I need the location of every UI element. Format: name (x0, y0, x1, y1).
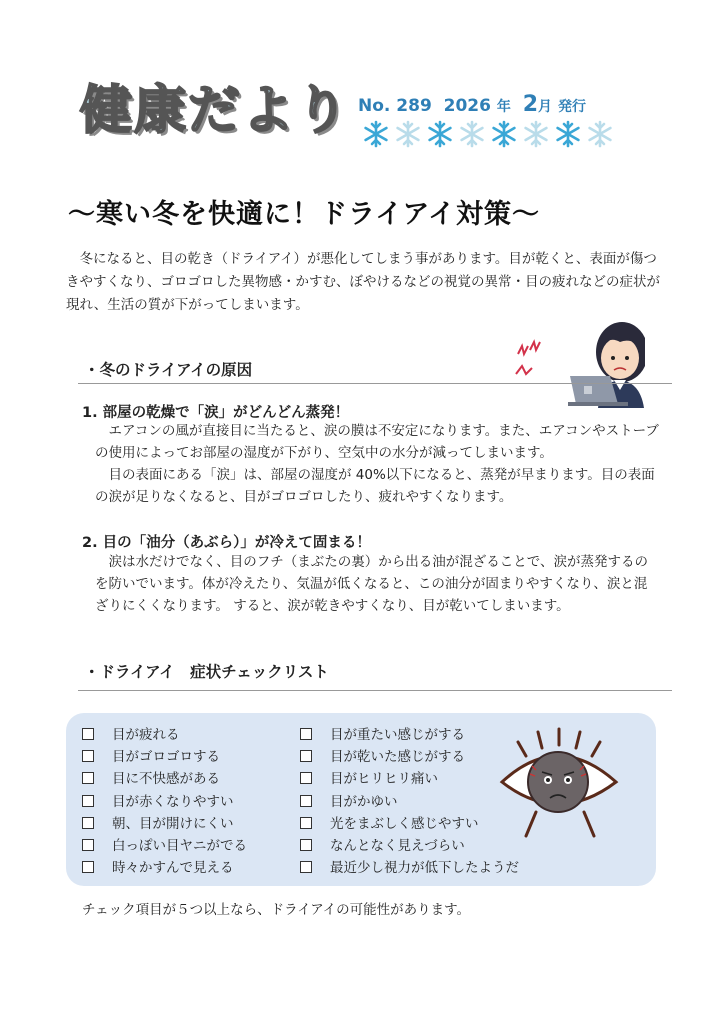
snowflake-icon (586, 120, 614, 148)
checkbox-icon[interactable] (82, 817, 94, 829)
checkbox-icon[interactable] (300, 795, 312, 807)
checklist-item[interactable]: なんとなく見えづらい (300, 835, 519, 857)
checklist-item[interactable]: 最近少し視力が低下したようだ (300, 857, 519, 879)
checkbox-icon[interactable] (300, 750, 312, 762)
checklist-item[interactable]: 目がヒリヒリ痛い (300, 768, 519, 790)
issue-issued: 発行 (557, 99, 586, 115)
checkbox-icon[interactable] (300, 839, 312, 851)
checkbox-icon[interactable] (82, 728, 94, 740)
section-divider (78, 383, 672, 384)
snowflake-icon (362, 120, 390, 148)
cause-1-paragraph: エアコンの風が直接目に当たると、涙の膜は不安定になります。また、エアコンやストーブの使用によってお部屋の湿度が下がり、空気中の水分が減ってしまいます。 (95, 423, 659, 461)
intro-paragraph: 冬になると、目の乾き（ドライアイ）が悪化してしまう事があります。目が乾くと、表面が傷つきやすくなり、ゴロゴロした異物感・かすむ、ぼやけるなどの視覚の異常・目の疲れなどの症状が現れ、生活の質が下がってしまいます。 (66, 251, 660, 313)
checklist-item[interactable]: 目がゴロゴロする (82, 746, 247, 768)
issue-year: 2026 (443, 96, 491, 116)
checklist-section-title: ・ドライアイ 症状チェックリスト (84, 663, 329, 681)
checkbox-icon[interactable] (82, 750, 94, 762)
snowflake-icon (426, 120, 454, 148)
checklist-note: チェック項目が５つ以上なら、ドライアイの可能性があります。 (82, 902, 470, 918)
newsletter-title: 健康だより (80, 81, 351, 141)
checklist-item[interactable]: 目がかゆい (300, 791, 519, 813)
checklist-left-column (82, 724, 247, 879)
snowflake-icon (522, 120, 550, 148)
causes-section-title: ・冬のドライアイの原因 (84, 361, 253, 379)
checkbox-icon[interactable] (300, 861, 312, 873)
snowflake-icon (458, 120, 486, 148)
checkbox-icon[interactable] (82, 861, 94, 873)
checklist-item[interactable]: 目が乾いた感じがする (300, 746, 519, 768)
checkbox-icon[interactable] (300, 772, 312, 784)
headline: ～寒い冬を快適に！ドライアイ対策～ (68, 199, 540, 230)
issue-info (358, 92, 586, 117)
snowflake-icon (490, 120, 518, 148)
cause-2-title: 2. 目の「油分（あぶら）」が冷えて固まる！ (82, 535, 371, 551)
cause-1-title: 1. 部屋の乾燥で「涙」がどんどん蒸発！ (82, 405, 350, 421)
checklist-item[interactable]: 目が赤くなりやすい (82, 791, 247, 813)
issue-year-unit: 年 (496, 99, 511, 115)
checkbox-icon[interactable] (82, 772, 94, 784)
checklist-item[interactable]: 白っぽい目ヤニがでる (82, 835, 247, 857)
snowflake-row (362, 120, 614, 148)
cause-2-body (95, 551, 660, 617)
cause-1-body (95, 420, 660, 508)
tired-eye-character-illustration (496, 726, 622, 840)
checklist-item[interactable]: 目が疲れる (82, 724, 247, 746)
checklist-item[interactable]: 朝、目が開けにくい (82, 813, 247, 835)
checklist-item[interactable]: 目が重たい感じがする (300, 724, 519, 746)
checklist-right-column (300, 724, 519, 879)
section-divider (78, 690, 672, 691)
woman-at-laptop-illustration (510, 316, 645, 408)
checkbox-icon[interactable] (300, 817, 312, 829)
checklist-item[interactable]: 光をまぶしく感じやすい (300, 813, 519, 835)
issue-number: No. 289 (358, 96, 432, 116)
checklist-item[interactable]: 目に不快感がある (82, 768, 247, 790)
checkbox-icon[interactable] (82, 839, 94, 851)
cause-1-paragraph: 目の表面にある「涙」は、部屋の湿度が 40%以下になると、蒸発が早まります。目の表面の涙が足りなくなると、目がゴロゴロしたり、疲れやすくなります。 (95, 467, 655, 505)
checklist-item[interactable]: 時々かすんで見える (82, 857, 247, 879)
snowflake-icon (394, 120, 422, 148)
cause-2-paragraph: 涙は水だけでなく、目のフチ（まぶたの裏）から出る油が混ざることで、涙が蒸発するのを防いでいます。体が冷えたり、気温が低くなると、この油分が固まりやすくなり、涙と混ざりにくくなります。 すると、涙が乾きやすくなり、目が乾いてしまいます。 (95, 554, 648, 614)
issue-month-unit: 月 (538, 99, 553, 115)
issue-month: 2 (522, 92, 539, 117)
checkbox-icon[interactable] (300, 728, 312, 740)
checkbox-icon[interactable] (82, 795, 94, 807)
snowflake-icon (554, 120, 582, 148)
